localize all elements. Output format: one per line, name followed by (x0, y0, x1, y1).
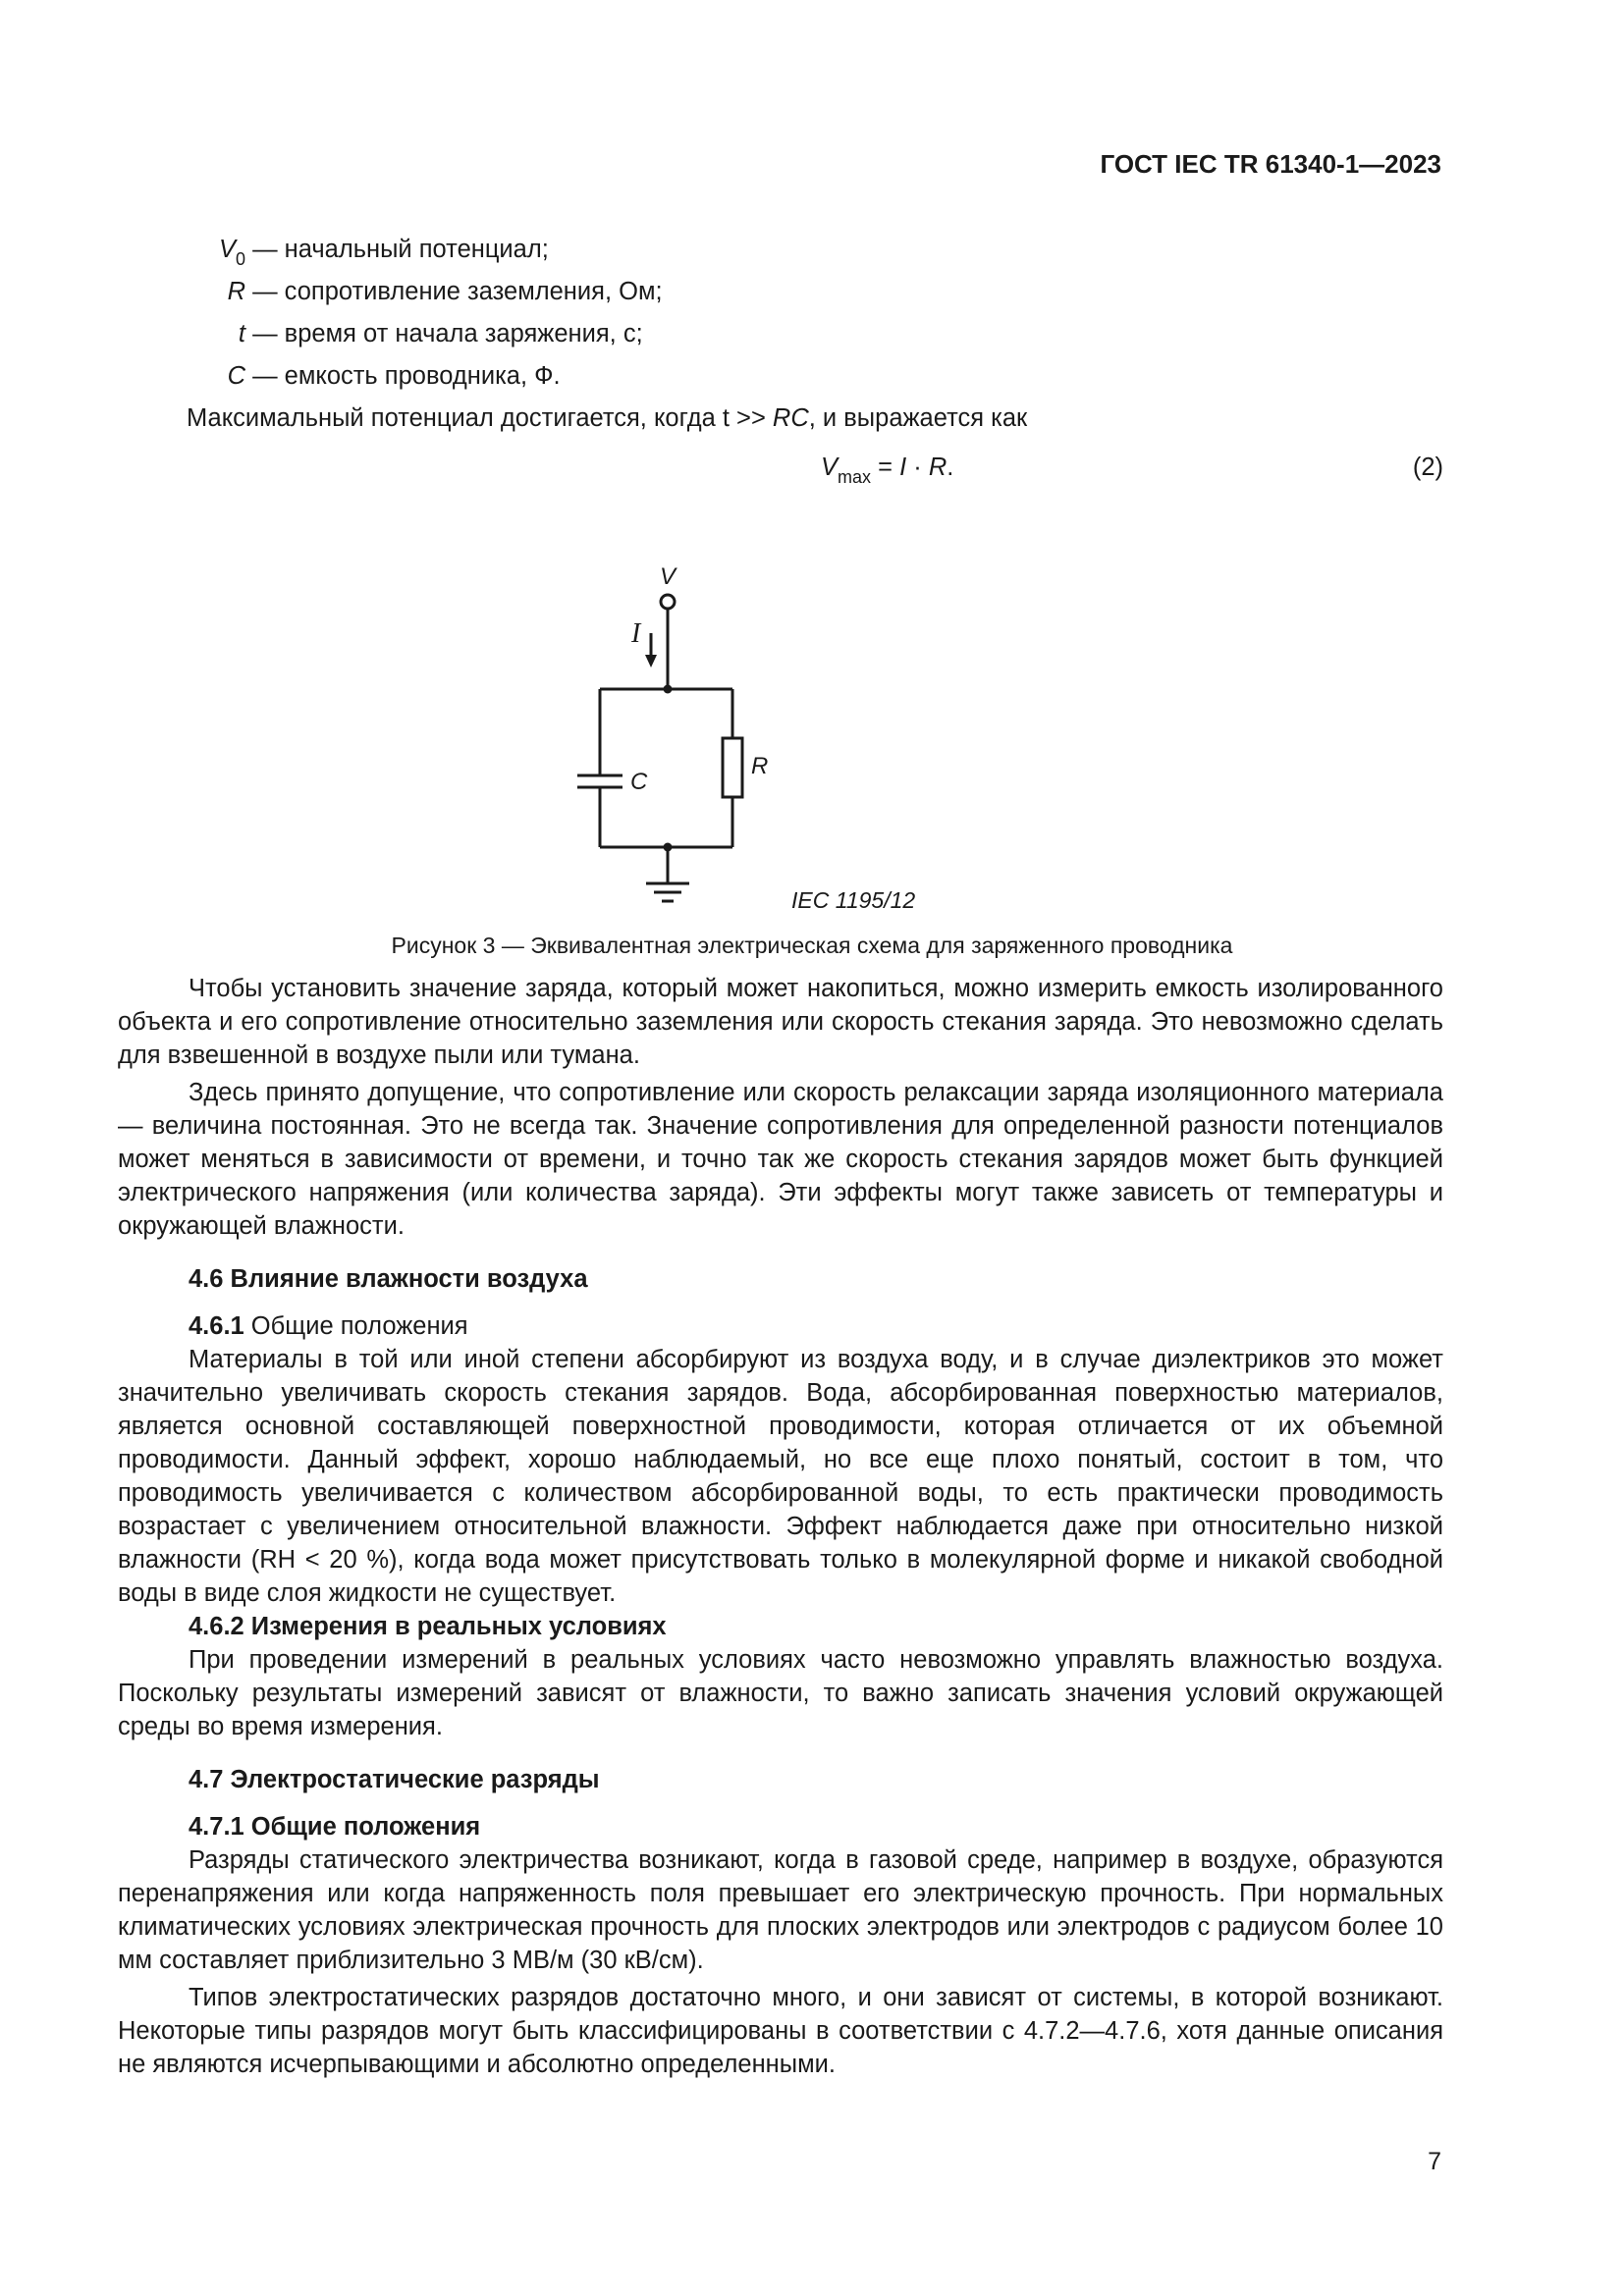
definition-r: R — сопротивление заземления, Ом; (227, 278, 663, 305)
section-4-6-1-heading: 4.6.1 Общие положения (189, 1312, 468, 1340)
equivalent-circuit-diagram (550, 560, 1001, 923)
formula-number: (2) (1412, 454, 1443, 481)
section-4-6-2-heading: 4.6.2 Измерения в реальных условиях (189, 1613, 667, 1640)
paragraph-discharges: Разряды статического электричества возникают, когда в газовой среде, например в воздухе, образуются перенапряжения или когда напряженность поля превышает его электрическую прочность. При нормальных климатических условиях электрическая прочность для плоских электродов или электродов с радиусом более 10 мм составляет приблизительно 3 МВ/м (30 кВ/см). (118, 1846, 1443, 1974)
paragraph-capacitance: Чтобы установить значение заряда, который может накопиться, можно измерить емкость изолированного объекта и его сопротивление относительно заземления или скорость стекания заряда. Это невозможно сделать для взвешенной в воздухе пыли или тумана. (118, 975, 1443, 1069)
formula-2 (118, 454, 1443, 493)
junction-top (664, 685, 673, 694)
figure-reference: IEC 1195/12 (791, 887, 916, 913)
definition-v0: $V_0$ — начальный потенциал; (218, 236, 549, 269)
terminal-node (661, 595, 675, 609)
section-4-6-heading: 4.6 Влияние влажности воздуха (189, 1265, 588, 1293)
current-arrow-head (645, 655, 657, 667)
label-r: R (751, 753, 769, 779)
figure-caption: Рисунок 3 — Эквивалентная электрическая схема для заряженного проводника (391, 933, 1233, 958)
label-c: C (630, 769, 648, 795)
resistor-body (723, 738, 742, 797)
section-4-7-heading: 4.7 Электростатические разряды (189, 1766, 600, 1793)
document-code: ГОСТ IEC TR 61340-1—2023 (1100, 149, 1441, 179)
label-v: V (660, 563, 677, 590)
paragraph-assumption: Здесь принято допущение, что сопротивление или скорость релаксации заряда изоляционного материала — величина постоянная. Это не всегда так. Значение сопротивления для определенной разности потенциалов может меняться в зависимости от времени, и точно так же скорость стекания зарядов может быть функцией электрического напряжения (или количества заряда). Эти эффекты могут также зависеть от температуры и окружающей влажности. (118, 1079, 1443, 1240)
label-i: I (631, 618, 641, 649)
definition-c: C — емкость проводника, Ф. (227, 362, 561, 390)
formula-expression: $V_{max} = I \cdot R$. (821, 454, 954, 487)
section-4-7-1-heading: 4.7.1 Общие положения (189, 1813, 481, 1841)
definition-t: t — время от начала заряжения, с; (238, 320, 643, 347)
paragraph-humidity: Материалы в той или иной степени абсорбируют из воздуха воду, и в случае диэлектриков это может значительно увеличивать скорость стекания зарядов. Вода, абсорбированная поверхностью материалов, является основной составляющей поверхностной проводимости, которая отличается от их объемной проводимости. Данный эффект, хорошо наблюдаемый, но все еще плохо понятый, состоит в том, что проводимость увеличивается с количеством абсорбированной воды, то есть практически проводимость возрастает с увеличением относительной влажности. Эффект наблюдается даже при относительно низкой влажности (RH < 20 %), когда вода может присутствовать только в молекулярной форме и никакой свободной воды в виде слоя жидкости не существует. (118, 1346, 1443, 1607)
junction-bottom (664, 843, 673, 852)
paragraph-measurements: При проведении измерений в реальных условиях часто невозможно управлять влажностью воздуха. Поскольку результаты измерений зависят от влажности, то важно записать значения условий окружающей среды во время измерения. (118, 1646, 1443, 1740)
max-potential-line: Максимальный потенциал достигается, когда t >> RC, и выражается как (187, 404, 1028, 432)
body-text (118, 972, 1443, 2081)
page-number: 7 (1428, 2148, 1441, 2175)
paragraph-discharge-types: Типов электростатических разрядов достаточно много, и они зависят от системы, в которой возникают. Некоторые типы разрядов могут быть классифицированы в соответствии с 4.7.2—4.7.6, хотя данные описания не являются исчерпывающими и абсолютно определенными. (118, 1984, 1443, 2078)
